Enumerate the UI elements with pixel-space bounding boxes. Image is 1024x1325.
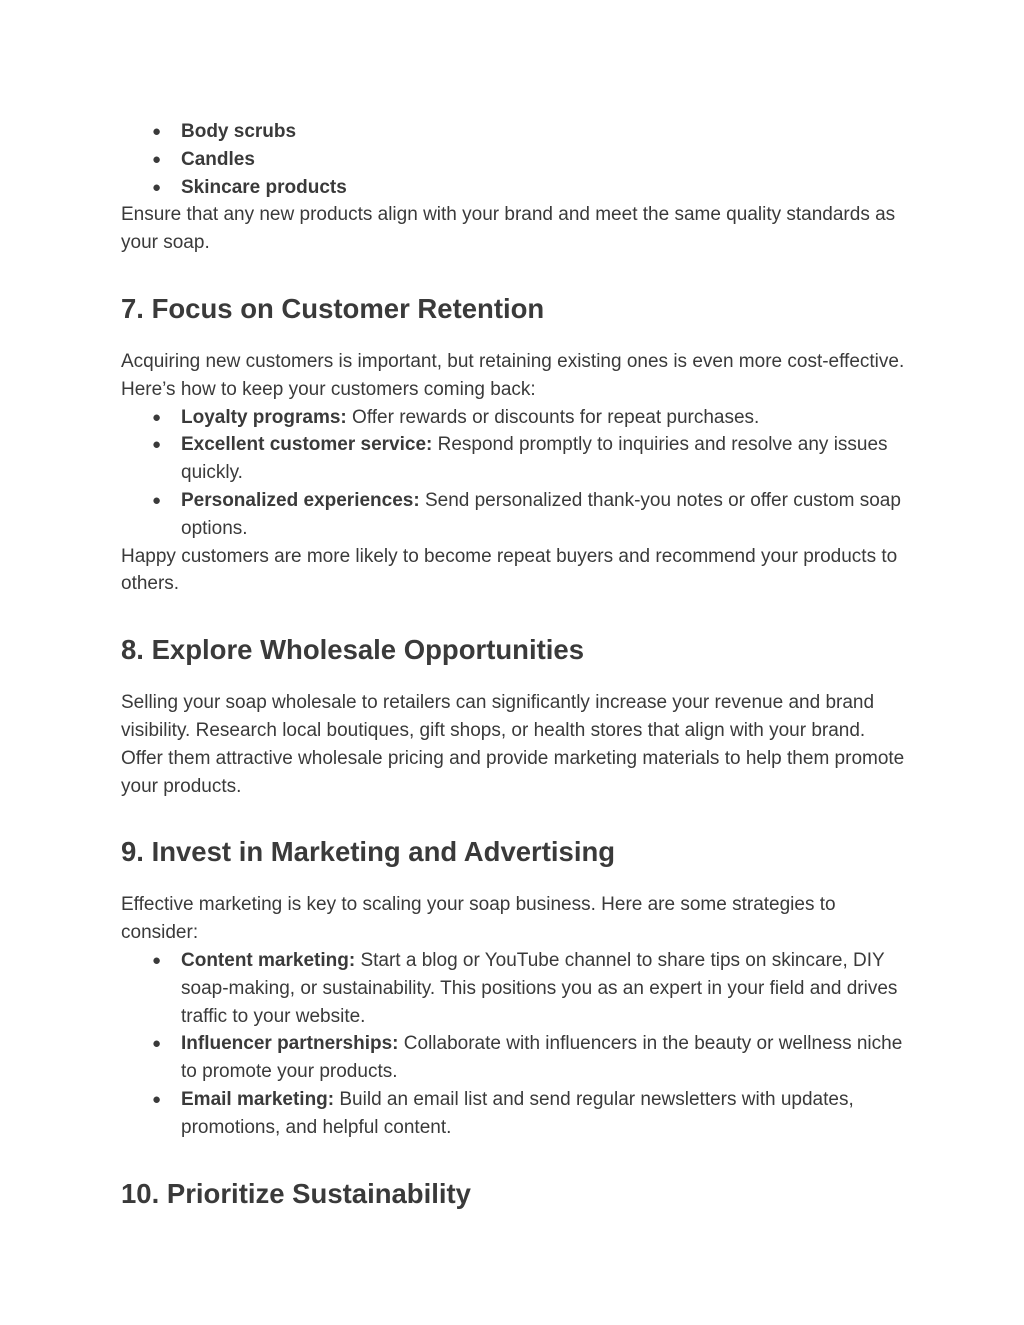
list-item-text: Offer rewards or discounts for repeat purchases. xyxy=(346,406,760,428)
intro-closing-paragraph: Ensure that any new products align with your brand and meet the same quality standards as your soap. xyxy=(121,204,896,254)
list-item-term: Candles xyxy=(181,148,255,170)
list-item-term: Skincare products xyxy=(181,176,347,198)
list-item xyxy=(121,118,911,146)
list-item xyxy=(121,146,911,174)
section-9-list xyxy=(121,947,911,1142)
section-7-intro: Acquiring new customers is important, but retaining existing ones is even more cost-effective. Here’s how to keep your customers coming back: xyxy=(121,350,905,400)
section-7-closing: Happy customers are more likely to become repeat buyers and recommend your products to others. xyxy=(121,545,898,595)
list-item-term: Loyalty programs: xyxy=(181,406,347,428)
list-item-text: Send personalized thank-you notes or offer custom soap options. xyxy=(181,489,901,539)
list-item-term: Email marketing: xyxy=(181,1088,335,1110)
list-item xyxy=(121,404,911,432)
list-item-text: Build an email list and send regular newsletters with updates, promotions, and helpful content. xyxy=(181,1088,854,1138)
section-9-intro: Effective marketing is key to scaling your soap business. Here are some strategies to consider: xyxy=(121,894,836,944)
section-8-heading: 8. Explore Wholesale Opportunities xyxy=(121,634,585,666)
section-9-heading: 9. Invest in Marketing and Advertising xyxy=(121,836,616,868)
list-item-text: Collaborate with influencers in the beauty or wellness niche to promote your products. xyxy=(181,1033,903,1083)
list-item xyxy=(121,431,911,487)
section-10-heading: 10. Prioritize Sustainability xyxy=(121,1177,471,1209)
list-item-term: Personalized experiences: xyxy=(181,489,420,511)
list-item xyxy=(121,1030,911,1086)
list-item-text: Respond promptly to inquiries and resolve any issues quickly. xyxy=(181,434,888,484)
section-7-list xyxy=(121,404,911,543)
section-8-body: Selling your soap wholesale to retailers can significantly increase your revenue and brand visibility. Research local boutiques, gift shops, or health stores that align with your brand. Offer them attractive wholesale pricing and provide marketing materials to help them promote your products. xyxy=(121,692,905,797)
list-item-term: Excellent customer service: xyxy=(181,434,433,456)
list-item xyxy=(121,487,911,543)
list-item xyxy=(121,947,911,1030)
list-item-term: Influencer partnerships: xyxy=(181,1033,399,1055)
document-page xyxy=(121,118,911,1211)
section-7-heading: 7. Focus on Customer Retention xyxy=(121,292,545,324)
list-item-text: Start a blog or YouTube channel to share tips on skincare, DIY soap-making, or sustainability. This positions you as an expert in your field and drives traffic to your website. xyxy=(181,949,898,1027)
list-item xyxy=(121,1086,911,1142)
list-item xyxy=(121,174,911,202)
list-item-term: Content marketing: xyxy=(181,949,356,971)
intro-product-list xyxy=(121,118,911,201)
list-item-term: Body scrubs xyxy=(181,121,297,142)
